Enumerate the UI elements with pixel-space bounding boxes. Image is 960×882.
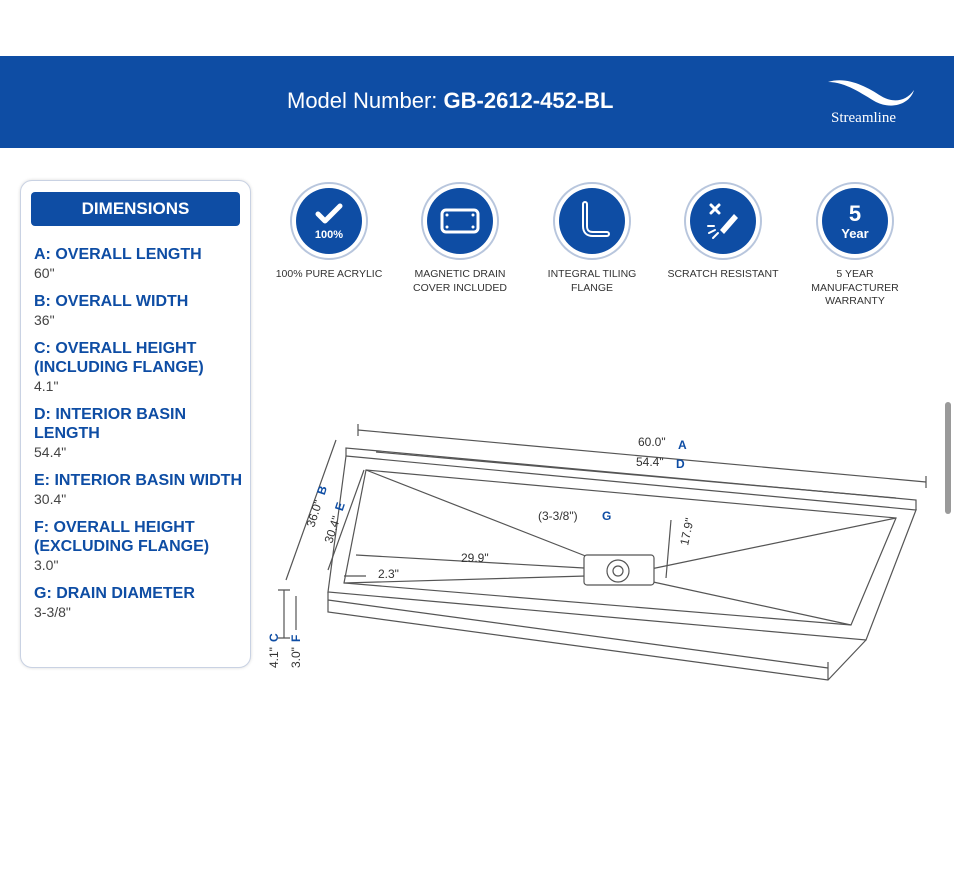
shower-base-diagram: [266, 400, 946, 700]
feature-pure-acrylic: [267, 182, 391, 282]
dimension-value: 30.4": [34, 491, 67, 507]
dimension-label: B: OVERALL WIDTH: [34, 293, 189, 310]
dimension-label: F: OVERALL HEIGHT (EXCLUDING FLANGE): [34, 519, 210, 555]
scratch-resistant-icon: [690, 188, 756, 254]
label-interior-width: 30.4": [321, 514, 344, 545]
checkmark-100-icon: [296, 188, 362, 254]
dimensions-card: [20, 180, 251, 668]
feature-tiling-flange: [530, 182, 654, 295]
label-drain-to-front: 17.9": [677, 516, 697, 547]
dimensions-title: DIMENSIONS: [31, 192, 240, 226]
dimension-item: [34, 292, 249, 329]
drain-cover-icon: [427, 188, 493, 254]
label-letter-a: A: [678, 438, 687, 452]
label-letter-e: E: [332, 500, 348, 513]
dimension-label: G: DRAIN DIAMETER: [34, 585, 195, 602]
dimension-label: E: INTERIOR BASIN WIDTH: [34, 472, 242, 489]
warranty-number: 5: [848, 201, 862, 226]
label-letter-f: F: [289, 634, 303, 642]
label-interior-length: 54.4": [636, 455, 664, 469]
feature-warranty: [793, 182, 917, 309]
feature-scratch-resistant: [661, 182, 785, 282]
dimension-value: 60": [34, 265, 55, 281]
badge-100-text: 100%: [314, 229, 344, 241]
feature-label: INTEGRAL TILING FLANGE: [547, 268, 637, 294]
label-overall-width: 36.0": [303, 498, 326, 529]
label-drain-to-side: 29.9": [461, 551, 489, 565]
dimensions-list: [34, 245, 249, 631]
dimension-value: 54.4": [34, 444, 67, 460]
feature-drain-cover: [398, 182, 522, 295]
label-height-incl: 4.1": [267, 647, 281, 668]
dimension-value: 36": [34, 312, 55, 328]
dimension-label: D: INTERIOR BASIN LENGTH: [34, 406, 186, 442]
dimension-item: [34, 245, 249, 282]
label-height-excl: 3.0": [289, 647, 303, 668]
model-number: [287, 88, 613, 114]
dimension-item: [34, 339, 249, 395]
model-number-value: GB-2612-452-BL: [443, 88, 614, 113]
model-prefix: Model Number:: [287, 88, 438, 113]
feature-label: MAGNETIC DRAIN COVER INCLUDED: [413, 268, 507, 294]
dimension-item: [34, 518, 249, 574]
label-letter-c: C: [267, 633, 281, 642]
dimension-item: [34, 584, 249, 621]
feature-label: 5 YEAR MANUFACTURER WARRANTY: [811, 268, 899, 307]
label-drain-diameter: (3-3/8"): [538, 509, 578, 523]
label-flange-offset: 2.3": [378, 567, 399, 581]
scrollbar-thumb[interactable]: [945, 402, 951, 514]
dimension-item: [34, 405, 249, 461]
tiling-flange-icon: [559, 188, 625, 254]
warranty-word: Year: [841, 226, 869, 241]
label-letter-d: D: [676, 457, 685, 471]
dimension-item: [34, 471, 249, 508]
logo-text: Streamline: [831, 110, 896, 126]
dimension-value: 3.0": [34, 557, 59, 573]
feature-label: SCRATCH RESISTANT: [667, 268, 779, 280]
label-overall-length: 60.0": [638, 435, 666, 449]
warranty-5-year-icon: [822, 188, 888, 254]
label-letter-g: G: [602, 509, 612, 523]
feature-label: 100% PURE ACRYLIC: [275, 268, 383, 280]
dimension-value: 3-3/8": [34, 604, 71, 620]
dimension-label: A: OVERALL LENGTH: [34, 246, 202, 263]
label-letter-b: B: [314, 484, 331, 497]
dimension-value: 4.1": [34, 378, 59, 394]
dimension-label: C: OVERALL HEIGHT (INCLUDING FLANGE): [34, 340, 204, 376]
